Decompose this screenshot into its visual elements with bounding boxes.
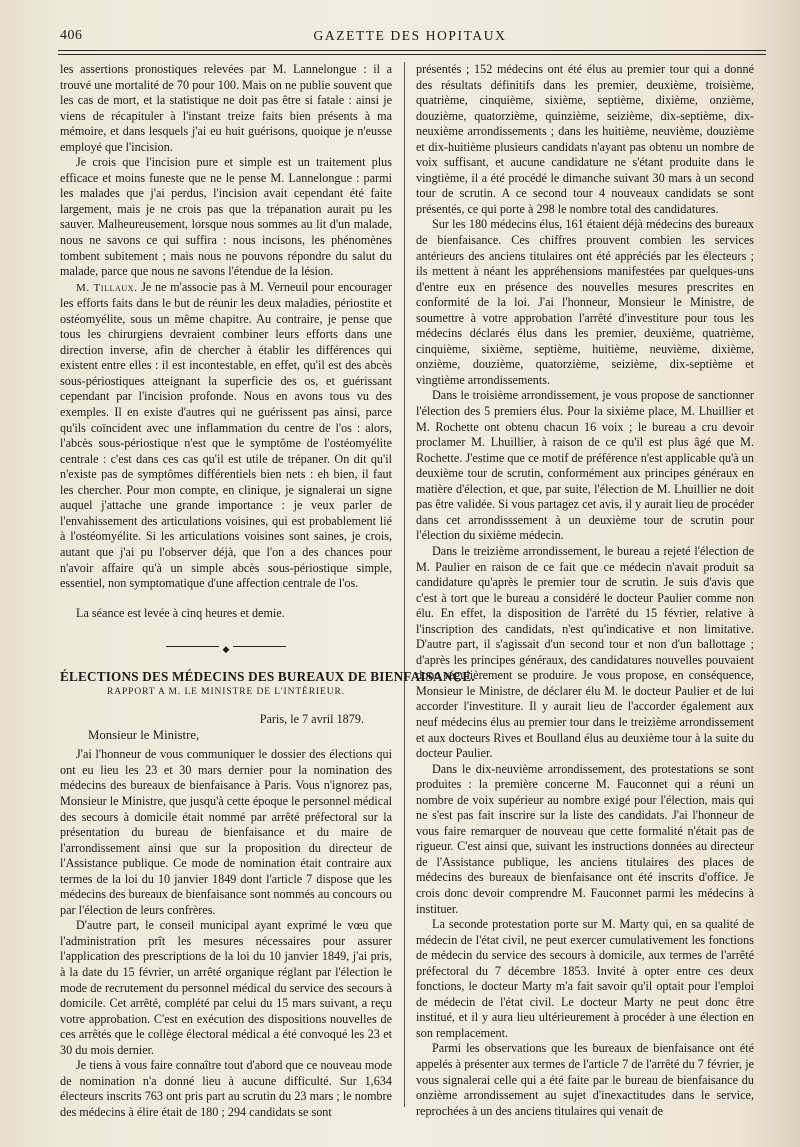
page-number: 406 [60,28,83,43]
ornament-diamond-icon: ◆ [219,644,234,654]
session-closing: La séance est levée à cinq heures et demie. [76,605,285,620]
salutation: Monsieur le Ministre, [88,727,200,742]
speaker-name: M. Tillaux. [76,281,138,294]
column-divider [404,62,405,1107]
header-rule-thin [58,54,766,55]
paragraph: Je crois que l'incision pure et simple est un traitement plus efficace et moins funeste que ne le pense M. Lannelongue : parmi les malades que j'ai perdus, l'incision avait cependant été faite largement, mais je ne crois pas que la trépanation aurait pu les sauver. Malheureusement, lorsque nous sommes au lit d'un malade, nous ne savons ce qui suffira : nous incisons, les phénomènes tombent subitement ; mais nous ne pouvons répondre du salut du malade, parce que nous ne savons l'étendue de la lésion. [60,155,392,279]
right-column [416,62,754,1119]
paragraph: Dans le dix-neuvième arrondissement, des protestations se sont produites : la première concerne M. Fauconnet qui a réuni un nombre de voix supérieur au nombre exigé pour l'élection, mais qui ne s'est pas fait inscrire sur la liste des candidats. J'ai l'honneur de vous faire remarquer de nouveau que cette formalité n'était pas de rigueur. C'est ainsi que, suivant les instructions données au directeur de l'Assistance publique, les anciens titulaires des places de médecins des bureaux de bienfaisance ont été inscrits d'office. Je crois donc devoir comprendre M. Fauconnet parmi les médecins à instituer. [416,761,754,916]
header-rule [58,50,766,51]
section-ornament [166,643,286,655]
dateline: Paris, le 7 avril 1879. [259,712,364,727]
paragraph: Parmi les observations que les bureaux de bienfaisance ont été appelés à présenter aux termes de l'article 7 de l'arrêté du 7 février, je vous signalerai celle qui a été faite par le bureau de bienfaisance du onzième arrondissement au sujet d'inexactitudes dans le service, reprochées à un des anciens titulaires qui venait de [416,1041,754,1118]
paragraph: La seconde protestation porte sur M. Marty qui, en sa qualité de médecin de l'état civil, ne peut exercer cumulativement les fonctions de médecin du service des secours à domicile, aux termes de l'arrêté préfectoral du 7 décembre 1853. Invité à opter entre ces deux fonctions, le docteur Marty m'a fait savoir qu'il optait pour l'emploi de médecin de l'état civil. Le docteur Marty ne peut donc être institué, et il y aura lieu ultérieurement à procéder à une élection en son remplacement. [416,917,754,1040]
speech-text: Je ne m'associe pas à M. Verneuil pour encourager les efforts faits dans le but de réunir les deux maladies, périostite et ostéomyélite, sous un même chapitre. Au contraire, je pense que tous les chirurgiens devraient combiner leurs efforts dans une direction inverse, afin de chercher à établir les différences qui existent entre elles : il est incontestable, en effet, qu'il est des abcès sous-périostiques atteignant la superficie des os, et guérissant cependant par l'incision profonde. Nous en avons tous vu des exemples. Il en existe d'autres qui ne guérissent pas ainsi, parce qu'ils coïncident avec une inflammation du centre de l'os : alors, l'abcès sous-périostique n'est que le symptôme de l'ostéomyélite centrale : c'est dans ces cas qu'il est utile de trépaner. On dit qu'il n'existe pas de symptômes différentiels bien nets : eh bien, il faut les chercher. Pour mon compte, en clinique, je signalerai un signe auquel j'attache une grande importance : je veux parler de l'envahissement des articulations voisines, qui est probablement lié à l'ostéomyélite. Si les articulations voisines sont saines, je crois, autant que j'ai pu l'observer déjà, que l'on a des chances pour n'avoir affaire qu'à un simple abcès sous-périostique simple, essentiel, non symptomatique d'une affection centrale de l'os. [60,279,392,591]
left-column [60,62,475,1120]
paragraph: les assertions pronostiques relevées par M. Lannelongue : il a trouvé une mortalité de 70 pour 100. Mais on ne publie souvent que les cas de mort, et la statistique ne doit pas être si fatale : ainsi je viens de récapituler à l'instant treize faits bien présents à ma mémoire, et dans lesquels j'ai eu huit guérisons, quoique je n'eusse employé que l'incision. [60,62,392,154]
paragraph: Sur les 180 médecins élus, 161 étaient déjà médecins des bureaux de bienfaisance. Ces chiffres prouvent combien les services antérieurs des anciens titulaires ont été appréciés par les électeurs ; ils mettent à néant les appréhensions manifestées par quelques-uns d'entre eux en présence des nouvelles mesures prescrites en conformité de la loi. J'ai l'honneur, Monsieur le Ministre, de soumettre à votre approbation l'arrêté d'investiture pour tous les médecins déclarés élus dans les premier, deuxième, quatrième, cinquième, sixième, septième, huitième, neuvième, dixième, onzième, douzième, quatorzième, seizième, dix-septième et vingtième arrondissements. [416,217,754,387]
paragraph: D'autre part, le conseil municipal ayant exprimé le vœu que l'administration prît les mesures nécessaires pour assurer l'application des prescriptions de la loi du 10 janvier 1849, j'ai pris, à la date du 15 février, un arrêté organique réglant par l'élection le mode de recrutement du personnel médical du service des secours à domicile. Cet arrêté, complété par celui du 15 mars suivant, a reçu votre approbation. C'est en exécution des dispositions nouvelles de ces arrêtés que le collège électoral médical a été convoqué les 23 et 30 du mois dernier. [60,918,392,1057]
paragraph-tillaux [60,280,392,592]
paragraph: Dans le treizième arrondissement, le bureau a rejeté l'élection de M. Paulier en raison de ce fait que ce médecin n'avait produit sa candidature qu'après le premier tour de scrutin. Je suis d'avis que c'est à tort que le bureau a considéré le docteur Paulier comme non élu. En effet, la disposition de l'arrêté du 15 février, relative à l'inscription des candidats, n'est qu'indicative et non limitative. D'autre part, il s'agissait d'un second tour et non d'un ballottage ; d'après les principes généraux, des candidatures nouvelles pouvaient donc régulièrement se produire. Je vous propose, en conséquence, Monsieur le Ministre, de déclarer élu M. le docteur Paulier et de lui accorder l'investiture. Il y aurait lieu de l'accorder également aux neuf médecins élus au premier tour dans le treizième arrondissement et aux docteurs Rives et Boulland élus au deuxième tour à la suite du docteur Paulier. [416,543,754,761]
paragraph: Dans le troisième arrondissement, je vous propose de sanctionner l'élection des 5 premiers élus. Pour la sixième place, M. Lhuillier et M. Rochette ont obtenu chacun 16 voix ; le bureau a cru devoir proclamer M. Lhuillier, à raison de ce qu'il est plus âgé que M. Rochette. J'estime que ce motif de préférence n'est applicable qu'à un deuxième tour de scrutin, conformément aux principes généraux en matière d'élection, et que, par suite, l'élection de M. Lhuillier ne doit pas être validée. Si vous partagez cet avis, il y aurait lieu de procéder dans cet arrondisssement à un deuxième tour de scrutin pour l'élection du sixième médecin. [416,388,754,543]
section-title: ÉLECTIONS DES MÉDECINS DES BUREAUX DE BIENFAISANCE. [60,669,475,685]
page-header [60,26,760,48]
paragraph: J'ai l'honneur de vous communiquer le dossier des élections qui ont eu lieu les 23 et 30 mars dernier pour la nomination des médecins des bureaux de bienfaisance à Paris. Vous n'ignorez pas, Monsieur le Ministre, que jusqu'à cette époque le personnel médical des secours à domicile était nommé par arrêté préfectoral sur la présentation du bureau de bienfaisance et du maire de l'arrondissement ainsi que sur la proposition du directeur de l'Assistance publique. Ce mode de nomination était contraire aux termes de la loi du 10 janvier 1849 dont l'article 7 dispose que les médecins des bureaux de bienfaisance sont nommés au concours ou par l'élection de leurs confrères. [60,747,392,917]
running-title: GAZETTE DES HOPITAUX [313,28,507,43]
section-subtitle: RAPPORT A M. LE MINISTRE DE L'INTÉRIEUR. [106,686,346,697]
paragraph: Je tiens à vous faire connaître tout d'abord que ce nouveau mode de nomination n'a donné lieu à aucune difficulté. Sur 1,634 électeurs inscrits 763 ont pris part au scrutin du 23 mars ; le nombre des médecins à élire était de 180 ; 294 candidats se sont [60,1058,392,1119]
paragraph: présentés ; 152 médecins ont été élus au premier tour qui a donné des résultats définitifs dans les premier, deuxième, troisième, quatrième, cinquième, sixième, septième, dixième, onzième, douzième, quatorzième, quinzième, seizième, dix-septième, dix-neuxième arrondissements ; dans les huitième, neuvième, douzième et dix-huitième plusieurs candidats n'ayant pas obtenu un nombre de voix suffisant, et aucune candidature ne s'étant produite dans le vingtième, il a été procédé le dimanche suivant 30 mars à un second tour de scrutin. A ce second tour 4 nouveaux candidats se sont présentés, ce qui porte à 298 le nombre total des candidatures. [416,62,754,216]
